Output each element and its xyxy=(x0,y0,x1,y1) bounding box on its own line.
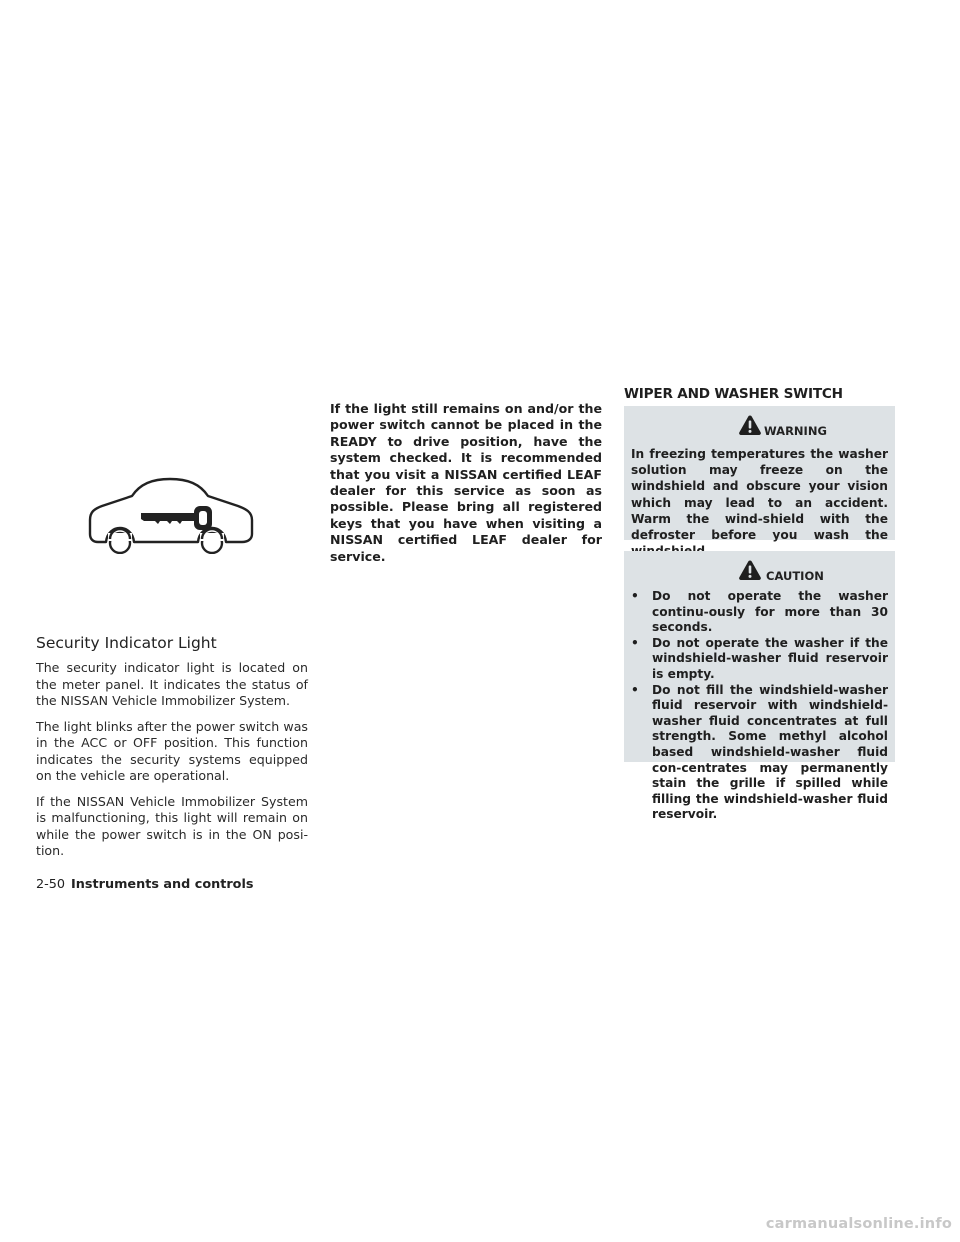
caution-list xyxy=(631,589,888,823)
bullet: • xyxy=(631,682,639,697)
footer-section-name: Instruments and controls xyxy=(71,877,254,892)
list-item xyxy=(631,589,888,636)
page-footer xyxy=(36,877,253,892)
paragraph: If the light still remains on and/or the power switch cannot be placed in the READY to drive position, have the system checked. It is recommended that you visit a NISSAN certified LEAF dealer for this service as soon as possible. Please bring all registered keys that you have when visiting a NISSAN certified LEAF dealer for service. xyxy=(330,401,602,564)
list-item xyxy=(631,683,888,823)
warning-triangle-icon xyxy=(738,559,762,581)
list-item-text: Do not operate the washer if the windshield-washer fluid reservoir is empty. xyxy=(652,635,888,681)
warning-triangle-icon xyxy=(738,414,762,436)
list-item xyxy=(631,636,888,683)
list-item-text: Do not operate the washer continu-ously for more than 30 seconds. xyxy=(652,589,888,635)
warning-box xyxy=(624,406,895,543)
car-with-key-icon xyxy=(86,476,256,554)
warning-text: In freezing temperatures the washer solution may freeze on the windshield and obscure your vision which may lead to an accident. Warm the wind-shield with the defroster before you wash the xyxy=(631,447,888,543)
middle-column xyxy=(330,401,602,565)
paragraph: The light blinks after the power switch was in the ACC or OFF position. This function indicates the security systems equipped on the vehicle are operational. xyxy=(36,718,308,783)
section-heading: WIPER AND WASHER SWITCH xyxy=(624,386,843,402)
section-title: Security Indicator Light xyxy=(36,634,217,652)
warning-header xyxy=(631,406,888,438)
caution-header xyxy=(631,551,888,583)
caution-label: CAUTION xyxy=(766,569,824,583)
bullet: • xyxy=(631,635,639,650)
watermark: carmanualsonline.info xyxy=(765,1216,952,1232)
paragraph: The security indicator light is located on the meter panel. It indicates the status of the NISSAN Vehicle Immobilizer System. xyxy=(36,660,308,708)
list-item-text: Do not fill the windshield-washer fluid reservoir with windshield-washer fluid concentrates at full strength. Some methyl alcohol based windshield-washer fluid con-centrates may permanently stain the grille if spilled while filling the windshield-washer fluid reservoir. xyxy=(652,682,888,822)
caution-box xyxy=(624,551,895,822)
paragraph: If the NISSAN Vehicle Immobilizer System is malfunctioning, this light will remain on while the power switch is in the ON posi-tion. xyxy=(36,793,308,858)
warning-label: WARNING xyxy=(764,424,827,438)
section-body xyxy=(36,660,308,869)
page-number: 2-50 xyxy=(36,877,66,892)
bullet: • xyxy=(631,589,639,603)
